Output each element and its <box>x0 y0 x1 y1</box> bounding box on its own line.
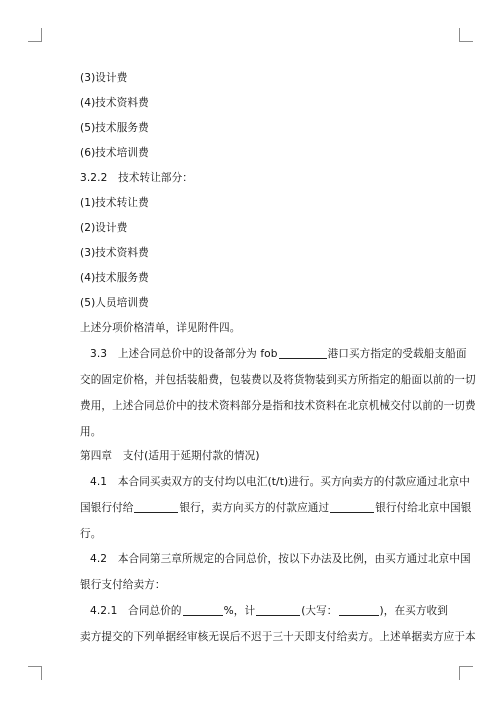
blank-port-name <box>279 346 327 359</box>
blank-amount-in-words <box>339 603 379 616</box>
clause-4-1-line-2 <box>80 496 472 522</box>
clause-3-3-text-b: 港口买方指定的受载船支船面 <box>327 348 467 360</box>
clause-4-2-1-text-c: (大写： <box>301 605 338 617</box>
clause-3-3-text-a: 3.3 上述合同总价中的设备部分为 fob <box>90 348 278 360</box>
list-item-tech-transfer-fee: (1)技术转让费 <box>80 197 149 209</box>
blank-bank-1 <box>134 500 178 513</box>
crop-mark-top-left <box>28 28 42 42</box>
blank-amount <box>256 603 300 616</box>
list-item-tech-training-fee: (6)技术培训费 <box>80 147 149 159</box>
clause-3-3-line-3: 费用，上述合同总价中的技术资料部分是指和技术资料在北京机械交付以前的一切费 <box>80 400 476 412</box>
clause-4-2-1-text-d: )，在买方收到 <box>379 605 448 617</box>
clause-4-2-1-text-a: 4.2.1 合同总价的 <box>90 605 182 617</box>
section-3-2-2-heading: 3.2.2 技术转让部分： <box>80 172 194 184</box>
list-item-design-fee: (3)设计费 <box>80 72 128 84</box>
clause-4-2-1-line-2: 卖方提交的下列单据经审核无误后不迟于三十天即支付给卖方。上述单据卖方应于本 <box>80 631 476 643</box>
crop-mark-bottom-right <box>459 666 473 680</box>
price-list-note: 上述分项价格清单，详见附件四。 <box>80 322 241 334</box>
clause-4-1-text-a: 国银行付给 <box>80 502 134 514</box>
list-item-staff-training-fee: (5)人员培训费 <box>80 297 149 309</box>
clause-4-1-text-b: 银行，卖方向买方的付款应通过 <box>179 502 330 514</box>
list-item-tech-data-fee-2: (3)技术资料费 <box>80 247 149 259</box>
clause-4-2-line-2: 银行支付给卖方： <box>80 579 166 591</box>
clause-3-3-line-1 <box>90 342 467 368</box>
chapter-4-heading: 第四章 支付(适用于延期付款的情况) <box>80 450 260 462</box>
clause-4-2-1-text-b: %，计 <box>223 605 256 617</box>
list-item-tech-service-fee-2: (4)技术服务费 <box>80 272 149 284</box>
clause-4-1-line-1: 4.1 本合同买卖双方的支付均以电汇(t/t)进行。买方向卖方的付款应通过北京中 <box>90 476 470 488</box>
crop-mark-bottom-left <box>28 666 42 680</box>
clause-4-2-1-line-1 <box>90 599 462 625</box>
crop-mark-top-right <box>459 28 473 42</box>
list-item-tech-service-fee: (5)技术服务费 <box>80 122 149 134</box>
clause-3-3-line-4: 用。 <box>80 426 102 438</box>
blank-bank-2 <box>330 500 374 513</box>
list-item-design-fee-2: (2)设计费 <box>80 222 128 234</box>
clause-3-3-line-2: 交的固定价格，并包括装船费，包装费以及将货物装到买方所指定的船面以前的一切 <box>80 374 476 386</box>
blank-percent <box>183 603 223 616</box>
list-item-tech-data-fee: (4)技术资料费 <box>80 97 149 109</box>
clause-4-1-text-c: 银行付给北京中国银 <box>375 502 472 514</box>
clause-4-2-line-1: 4.2 本合同第三章所规定的合同总价，按以下办法及比例，由买方通过北京中国 <box>90 553 471 565</box>
clause-4-1-line-3: 行。 <box>80 528 102 540</box>
